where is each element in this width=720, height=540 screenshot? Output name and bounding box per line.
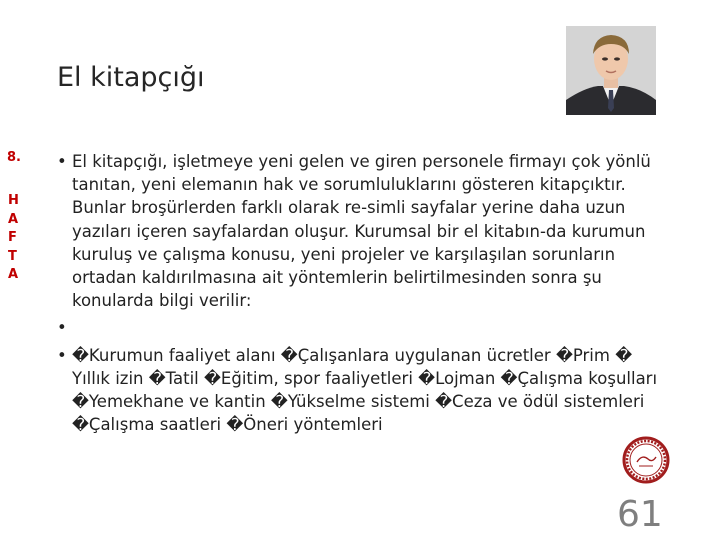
bullet-item <box>57 150 667 312</box>
page-number: 61 <box>617 494 663 535</box>
bullet-text: El kitapçığı, işletmeye yeni gelen ve giren personele firmayı çok yönlü tanıtan, yeni elemanın hak ve sorumluluklarını gösteren kitapçıktır. Bunlar broşürlerden farklı olarak re-simli sayfalar yerine daha uzun yazıları içeren sayfalardan oluşur. Kurumsal bir el kitabın-da kurumun kuruluş ve çalışma konusu, yeni projeler ve karşılaşılan sorunların ortadan kaldırılmasına ait yöntemlerin belirtilmesinden sonra şu konularda bilgi verilir: <box>72 152 651 311</box>
bullet-item <box>57 344 667 437</box>
side-letter: F <box>8 230 17 245</box>
bullet-text: �Kurumun faaliyet alanı �Çalışanlara uygulanan ücretler �Prim � Yıllık izin �Tatil �Eğitim, spor faaliyetleri �Lojman �Çalışma koşulları �Yemekhane ve kantin �Yükselme sistemi �Ceza ve ödül sistemleri �Çalışma saatleri �Öneri yöntemleri <box>72 345 658 435</box>
slide-title: El kitapçığı <box>57 62 205 93</box>
side-letter: T <box>8 248 17 264</box>
presenter-photo <box>566 26 656 115</box>
bullet-dot: • <box>57 318 67 338</box>
side-letter: A <box>8 211 19 227</box>
university-seal-logo <box>622 436 670 484</box>
side-letter: A <box>8 267 19 282</box>
side-vertical-word <box>8 192 22 285</box>
seal-icon <box>622 436 670 484</box>
slide-body <box>57 150 667 436</box>
portrait-image <box>566 26 656 115</box>
bullet-item-empty <box>57 316 667 339</box>
bullet-dot: • <box>57 345 67 365</box>
section-number: 8. <box>7 150 21 165</box>
bullet-dot: • <box>57 152 67 171</box>
side-letter: H <box>8 193 19 208</box>
